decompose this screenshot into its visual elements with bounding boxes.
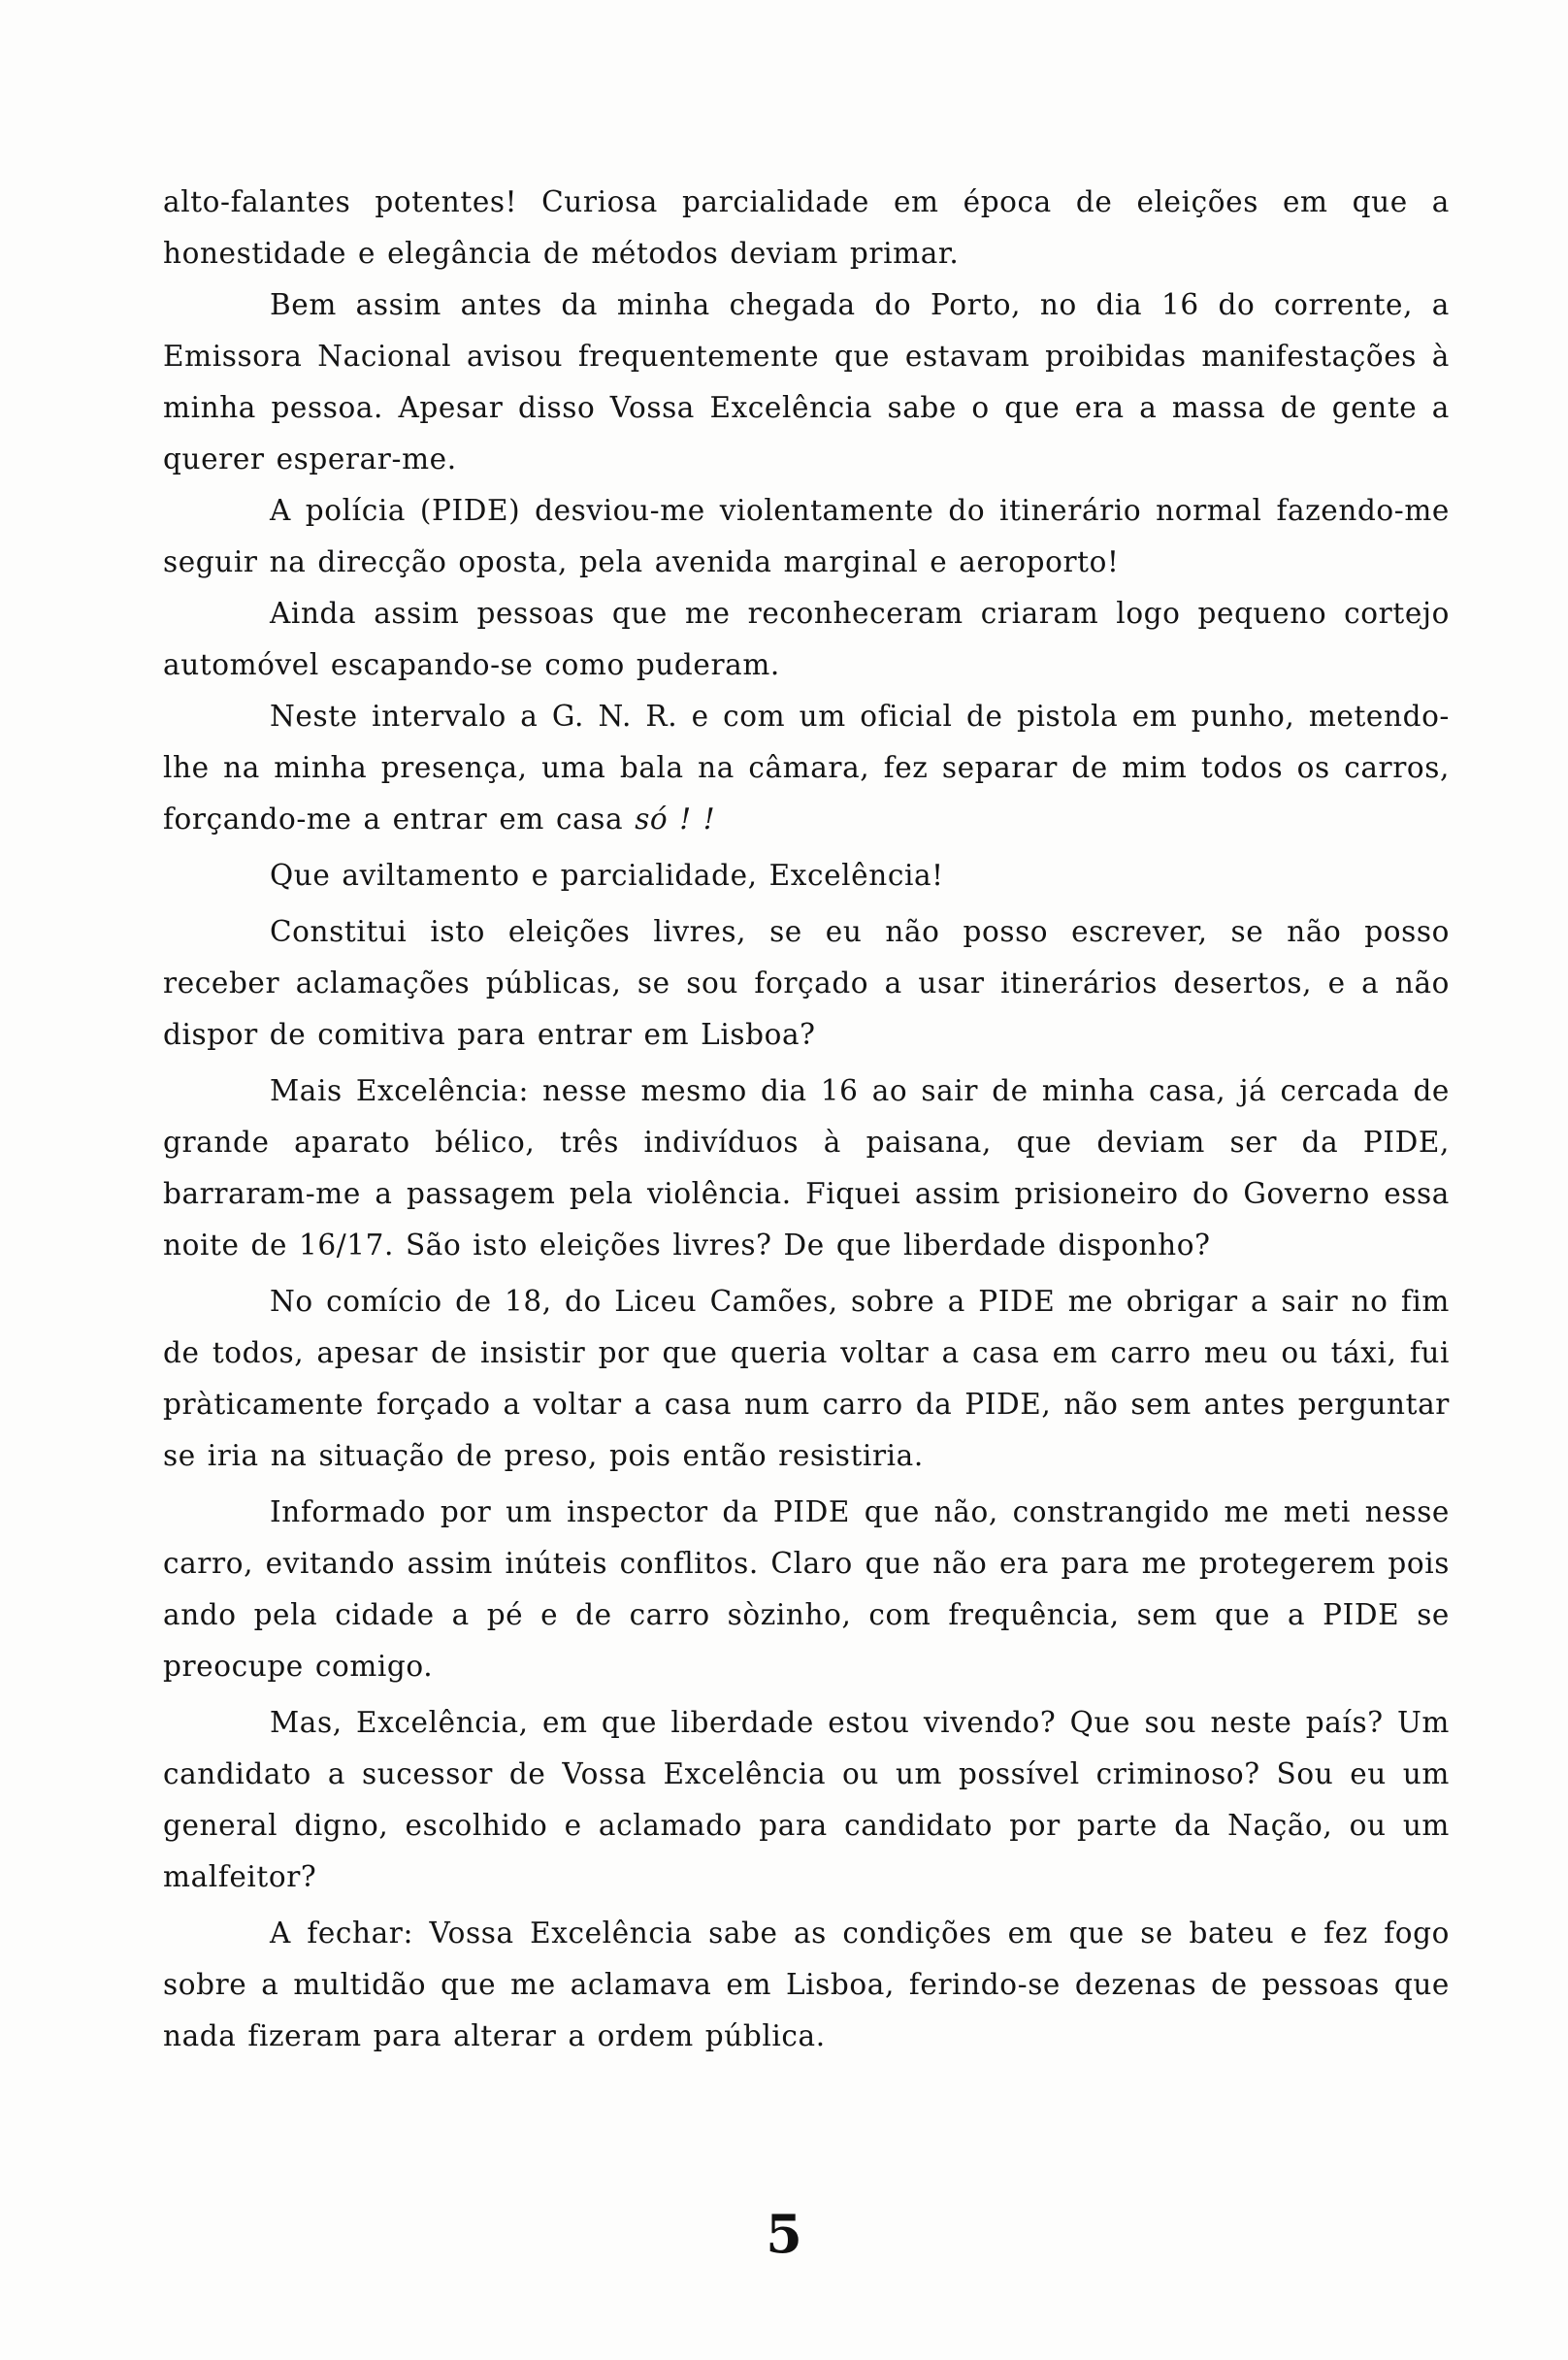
- paragraph-12: A fechar: Vossa Excelência sabe as condições em que se bateu e fez fogo sobre a multidão que me aclamava em Lisboa, ferindo-se dezenas de pessoas que nada fizeram para alterar a ordem pública.: [163, 1917, 1450, 2052]
- paragraph-4: Ainda assim pessoas que me reconheceram criaram logo pequeno cortejo automóvel escapando-se como puderam.: [163, 597, 1450, 681]
- paragraph-1: alto-falantes potentes! Curiosa parcialidade em época de eleições em que a honestidade e elegância de métodos deviam primar.: [163, 185, 1450, 270]
- emphasis-so: só ! !: [635, 803, 716, 836]
- paragraph-5-text: Neste intervalo a G. N. R. e com um oficial de pistola em punho, metendo-lhe na minha presença, uma bala na câmara, fez separar de mim todos os carros, forçando-me a entrar em casa: [163, 700, 1450, 836]
- paragraph-3: A polícia (PIDE) desviou-me violentamente do itinerário normal fazendo-me seguir na direcção oposta, pela avenida marginal e aeroporto!: [163, 494, 1450, 578]
- paragraph-11: Mas, Excelência, em que liberdade estou vivendo? Que sou neste país? Um candidato a sucessor de Vossa Excelência ou um possível criminoso? Sou eu um general digno, escolhido e aclamado para candidato por parte da Nação, ou um malfeitor?: [163, 1706, 1450, 1893]
- page-number: 5: [766, 2203, 802, 2265]
- body-text: [163, 177, 1450, 2062]
- paragraph-8: Mais Excelência: nesse mesmo dia 16 ao sair de minha casa, já cercada de grande aparato bélico, três indivíduos à paisana, que deviam ser da PIDE, barraram-me a passagem pela violência. Fiquei assim prisioneiro do Governo essa noite de 16/17. São isto eleições livres? De que liberdade disponho?: [163, 1074, 1450, 1262]
- paragraph-5: [163, 691, 1450, 845]
- paragraph-9: No comício de 18, do Liceu Camões, sobre a PIDE me obrigar a sair no fim de todos, apesar de insistir por que queria voltar a casa em carro meu ou táxi, fui pràticamente forçado a voltar a casa num carro da PIDE, não sem antes perguntar se iria na situação de preso, pois então resistiria.: [163, 1285, 1450, 1472]
- paragraph-7: Constitui isto eleições livres, se eu não posso escrever, se não posso receber aclamações públicas, se sou forçado a usar itinerários desertos, e a não dispor de comitiva para entrar em Lisboa?: [163, 915, 1450, 1051]
- paragraph-6: Que aviltamento e parcialidade, Excelência!: [270, 859, 944, 892]
- paragraph-10: Informado por um inspector da PIDE que não, constrangido me meti nesse carro, evitando assim inúteis conflitos. Claro que não era para me protegerem pois ando pela cidade a pé e de carro sòzinho, com frequência, sem que a PIDE se preocupe comigo.: [163, 1495, 1450, 1683]
- paragraph-2: Bem assim antes da minha chegada do Porto, no dia 16 do corrente, a Emissora Nacional avisou frequentemente que estavam proibidas manifestações à minha pessoa. Apesar disso Vossa Excelência sabe o que era a massa de gente a querer esperar-me.: [163, 288, 1450, 475]
